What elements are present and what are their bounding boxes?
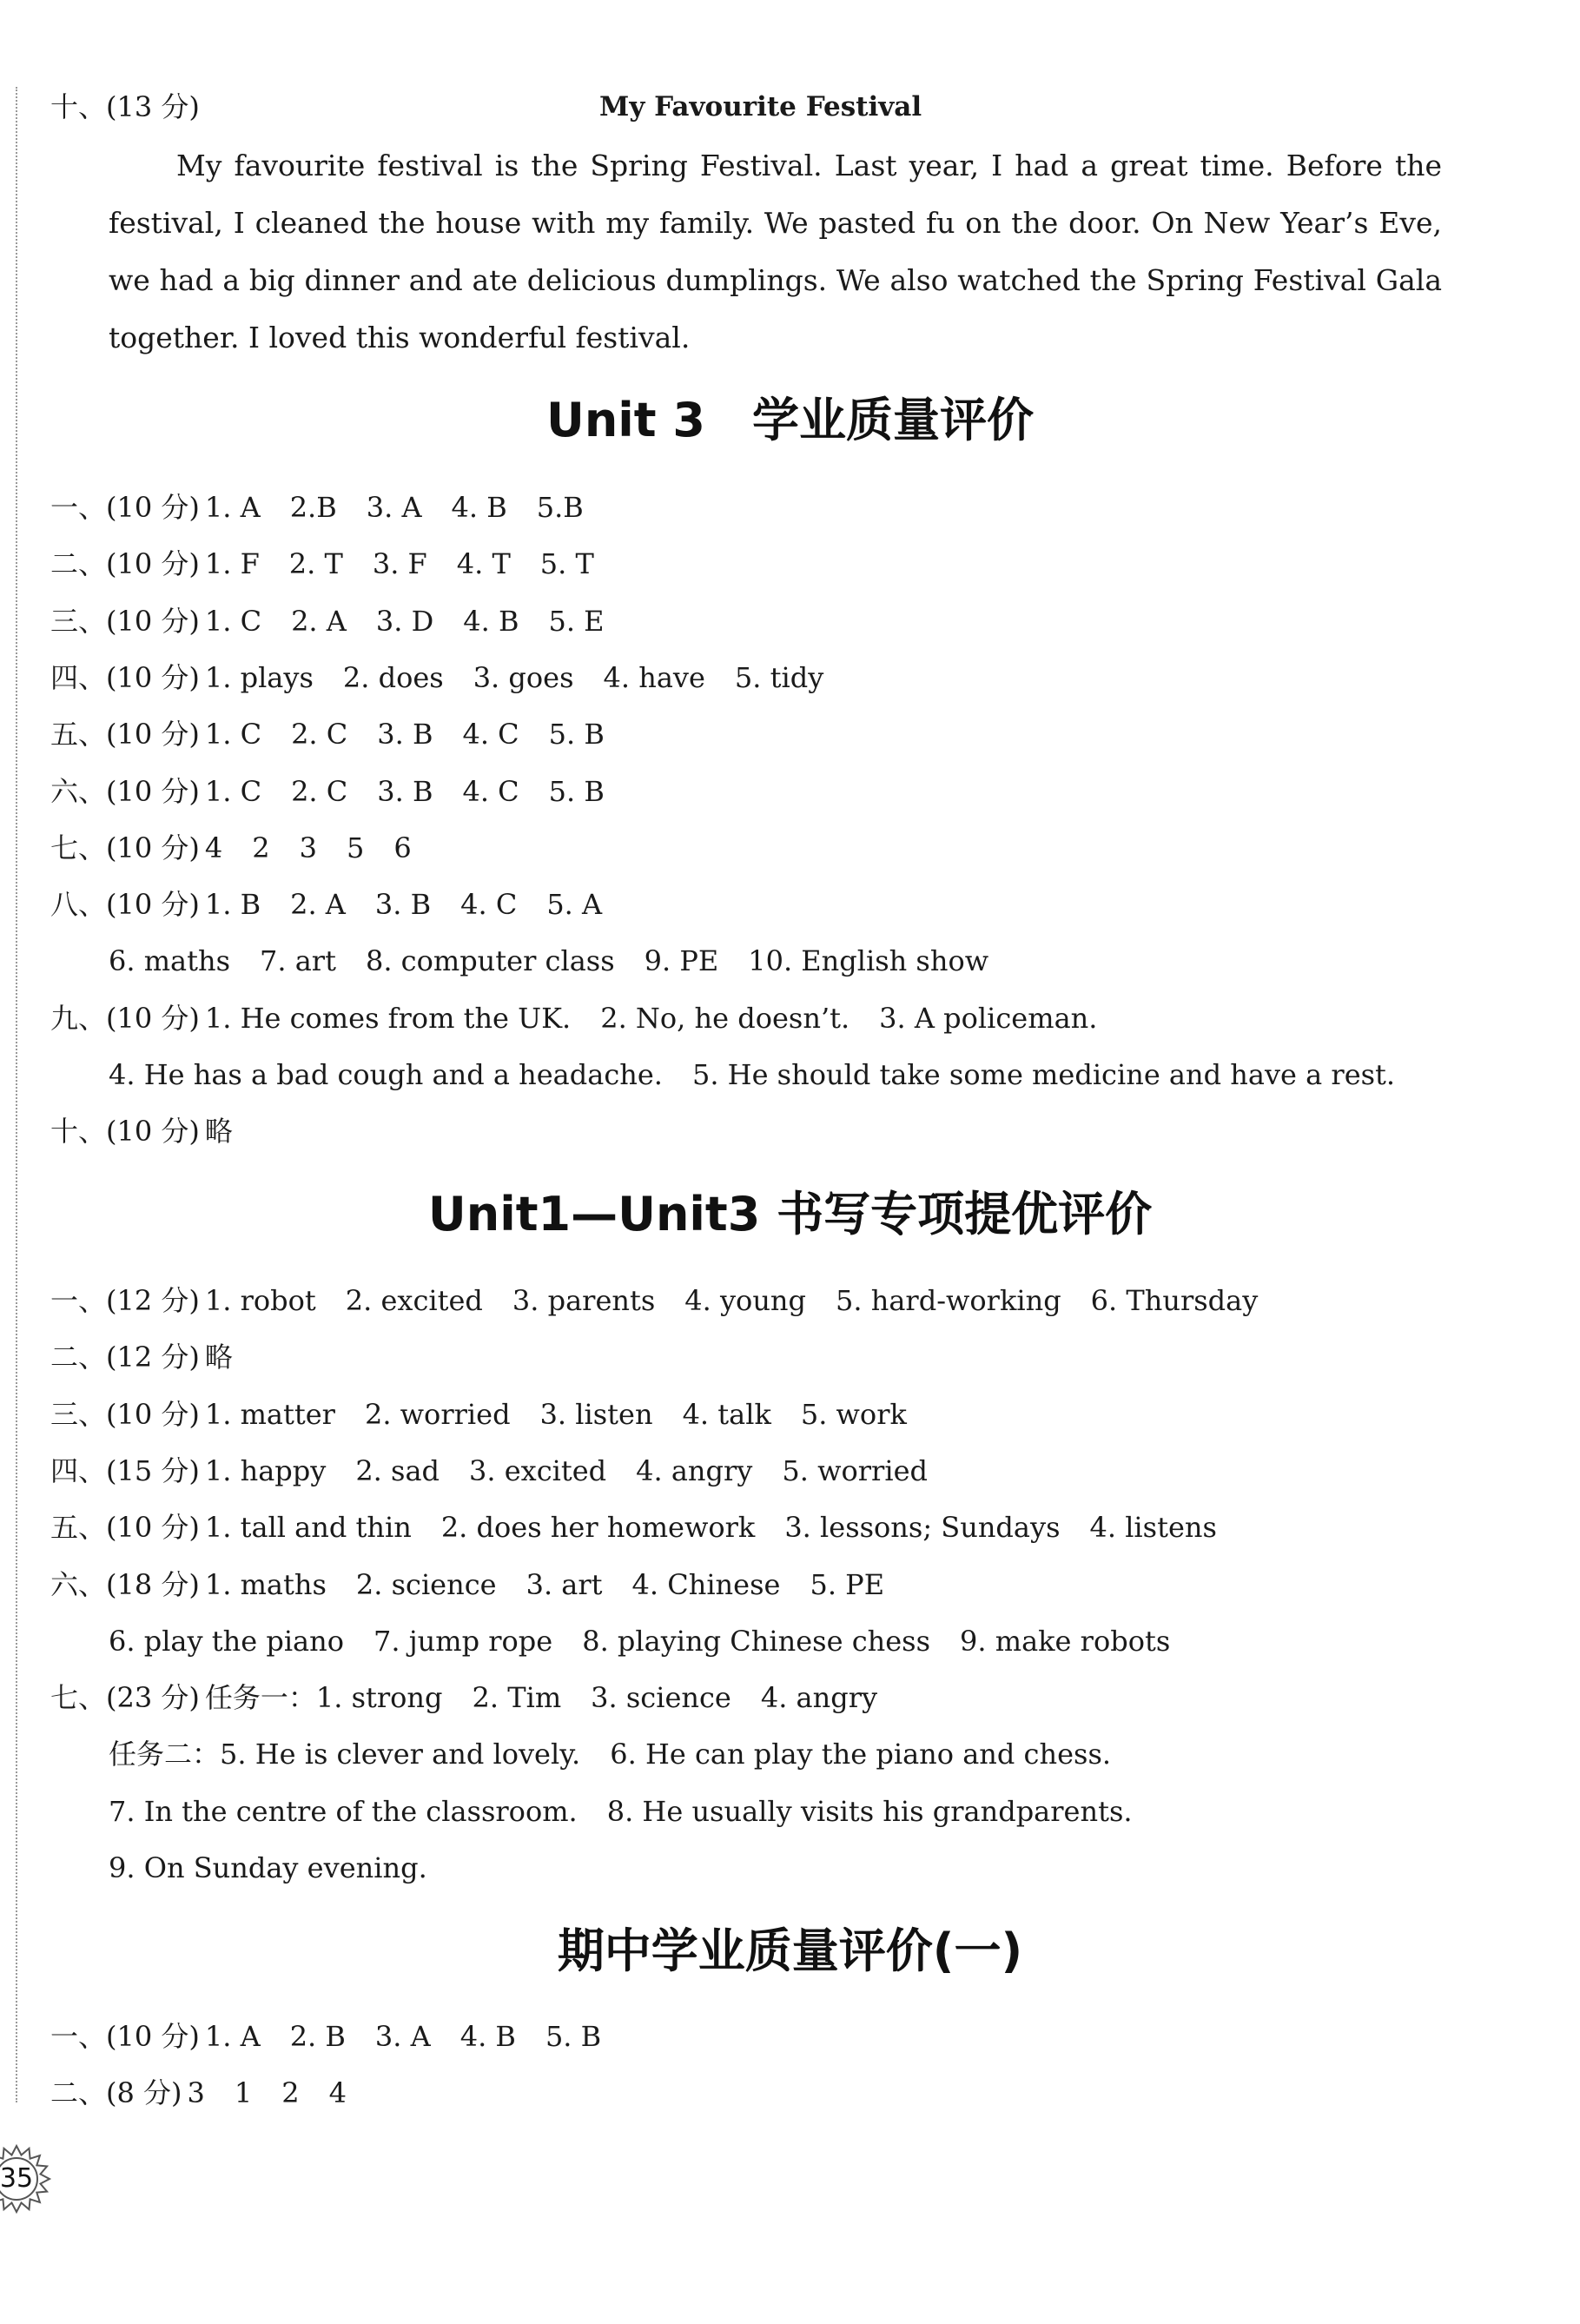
essay-text: My favourite festival is the Spring Festival. Last year, I had a great time. Before the festival, I cleaned the house with my family. We pasted fu on the door. On New Year’s Eve, we had a big dinner and ate delicious dumplings. We also watched the Spring Festival Gala together. I loved this wonderful festival. (109, 149, 1442, 354)
answer-item: 5. B (548, 774, 605, 808)
question-label: 一、(12 分) (50, 1284, 200, 1317)
answer-item: 3. science (591, 1681, 731, 1715)
answer-item: 2. science (355, 1567, 497, 1601)
section-10-label: 十、(13 分) (50, 90, 200, 123)
answer-row (50, 1567, 884, 1602)
answer-item: 2. sad (355, 1453, 440, 1487)
answer-item: 9. On Sunday evening. (109, 1851, 427, 1884)
answer-item: 4. B (459, 2020, 516, 2053)
answer-item: 6. play the piano (109, 1624, 344, 1658)
answer-item: 8. computer class (365, 944, 615, 978)
answer-row (50, 1340, 233, 1374)
answer-item: 2. C (291, 718, 348, 751)
answer-item: 7. In the centre of the classroom. (109, 1794, 578, 1828)
answer-row (50, 717, 605, 751)
answer-row (109, 1057, 1395, 1092)
answer-row (50, 1453, 928, 1488)
answer-item: 任务二：5. He is clever and lovely. (109, 1738, 581, 1771)
answer-item: 9. PE (644, 944, 719, 978)
essay-title: My Favourite Festival (599, 91, 922, 122)
question-label: 二、(12 分) (50, 1341, 200, 1374)
answer-item: 略 (204, 1115, 233, 1149)
answer-item: 2. No, he doesn’t. (600, 1001, 850, 1035)
answer-item: 5. worried (782, 1453, 928, 1487)
answer-item: 1. B (204, 888, 261, 922)
answer-row (109, 1794, 1133, 1829)
answer-item: 3. A (374, 2020, 431, 2053)
answer-item: 7. art (260, 944, 336, 978)
answer-item: 3. B (374, 888, 432, 922)
answer-item: 5. A (546, 888, 603, 922)
answer-row (50, 2076, 347, 2110)
answer-item: 5.B (536, 491, 584, 524)
answer-item: 1. plays (204, 660, 314, 694)
answer-item: 4. T (456, 547, 511, 581)
answer-row (109, 1737, 1111, 1771)
question-label: 五、(10 分) (50, 1511, 200, 1545)
answer-item: 4. angry (760, 1681, 878, 1715)
answer-item: 4. Chinese (631, 1567, 781, 1601)
question-label: 二、(8 分) (50, 2076, 182, 2110)
answer-row (50, 831, 412, 865)
answer-item: 5. E (548, 604, 605, 638)
answer-item: 1. robot (204, 1284, 316, 1317)
answer-item: 8. He usually visits his grandparents. (606, 1794, 1133, 1828)
answer-item: 1. matter (204, 1397, 335, 1431)
page-number: 35 (0, 2163, 34, 2194)
answer-item: 3 (299, 831, 317, 864)
answer-row (50, 1114, 233, 1149)
answer-item: 4. C (462, 718, 519, 751)
answer-item: 3. listen (539, 1397, 653, 1431)
answer-item: 3. B (377, 718, 433, 751)
answer-row (50, 1397, 907, 1432)
answer-item: 4. C (460, 888, 518, 922)
question-label: 三、(10 分) (50, 604, 200, 638)
answer-item: 2. does her homework (440, 1511, 756, 1545)
answer-row (109, 1624, 1170, 1659)
page-number-badge (0, 2144, 57, 2214)
answer-item: 4. angry (636, 1453, 753, 1487)
answer-item: 5. PE (810, 1567, 885, 1601)
question-label: 九、(10 分) (50, 1001, 200, 1035)
answer-item: 4. young (684, 1284, 807, 1317)
answer-row (50, 1510, 1217, 1545)
answer-item: 4. B (451, 491, 507, 524)
answer-row (50, 1283, 1258, 1318)
answer-item: 5. hard-working (836, 1284, 1061, 1317)
answer-item: 6. Thursday (1090, 1284, 1259, 1317)
answer-item: 2 (281, 2076, 300, 2110)
answer-row (109, 1851, 427, 1885)
answer-item: 2. does (342, 660, 444, 694)
question-label: 四、(10 分) (50, 660, 200, 694)
answer-item: 6. maths (109, 944, 231, 978)
answer-item: 3. excited (469, 1453, 607, 1487)
answer-item: 1. maths (204, 1567, 327, 1601)
answer-item: 2. A (291, 604, 347, 638)
answer-item: 4 (328, 2076, 347, 2110)
question-label: 三、(10 分) (50, 1397, 200, 1431)
answer-item: 2. B (289, 2020, 346, 2053)
answer-row (50, 1001, 1097, 1036)
answer-item: 1. happy (204, 1453, 327, 1487)
question-label: 八、(10 分) (50, 888, 200, 922)
answer-item: 4. talk (682, 1397, 771, 1431)
answer-item: 3. goes (473, 660, 574, 694)
answer-item: 10. English show (748, 944, 989, 978)
answer-item: 2 (252, 831, 270, 864)
midterm-heading: 期中学业质量评价(一) (557, 1923, 1023, 1978)
answer-item: 3 (187, 2076, 205, 2110)
answer-row (50, 887, 602, 922)
answer-item: 任务一：1. strong (204, 1681, 443, 1715)
question-label: 四、(15 分) (50, 1453, 200, 1487)
answer-row (50, 604, 605, 639)
answer-item: 1 (234, 2076, 253, 2110)
answer-row (50, 774, 605, 809)
answer-item: 5. tidy (734, 660, 824, 694)
answer-item: 2.B (289, 491, 337, 524)
question-label: 十、(10 分) (50, 1115, 200, 1149)
answer-item: 7. jump rope (374, 1624, 553, 1658)
answer-item: 3. art (526, 1567, 603, 1601)
answer-row (50, 1680, 877, 1715)
answer-item: 2. T (288, 547, 343, 581)
question-label: 二、(10 分) (50, 547, 200, 581)
answer-item: 6. He can play the piano and chess. (610, 1738, 1112, 1771)
answer-item: 2. worried (364, 1397, 511, 1431)
answer-row (50, 2019, 601, 2054)
answer-item: 3. B (377, 774, 433, 808)
answer-item: 8. playing Chinese chess (582, 1624, 931, 1658)
answer-item: 3. F (372, 547, 427, 581)
answer-item: 5. B (548, 718, 605, 751)
writing-heading: Unit1—Unit3 书写专项提优评价 (427, 1187, 1153, 1241)
answer-item: 1. C (204, 718, 262, 751)
answer-item: 5. work (800, 1397, 907, 1431)
answer-item: 3. A (366, 491, 422, 524)
question-label: 七、(10 分) (50, 831, 200, 864)
answer-item: 9. make robots (960, 1624, 1171, 1658)
question-label: 六、(10 分) (50, 774, 200, 808)
answer-row (50, 490, 584, 525)
answer-row (50, 546, 594, 581)
answer-item: 3. A policeman. (879, 1001, 1098, 1035)
answer-item: 2. C (291, 774, 348, 808)
answer-item: 3. D (375, 604, 434, 638)
answer-item: 6 (393, 831, 412, 864)
answer-item: 3. parents (512, 1284, 656, 1317)
question-label: 一、(10 分) (50, 491, 200, 524)
answer-item: 5 (346, 831, 365, 864)
answer-item: 4. listens (1089, 1511, 1217, 1545)
answer-item: 1. A (204, 491, 261, 524)
answer-item: 4 (204, 831, 223, 864)
answer-item: 4. have (603, 660, 705, 694)
answer-item: 1. C (204, 774, 262, 808)
answer-item: 2. A (290, 888, 346, 922)
answer-item: 2. Tim (472, 1681, 562, 1715)
answer-item: 4. He has a bad cough and a headache. (109, 1058, 663, 1091)
question-label: 六、(18 分) (50, 1567, 200, 1601)
answer-item: 4. B (463, 604, 519, 638)
unit3-heading: Unit 3 学业质量评价 (546, 393, 1034, 447)
answer-item: 1. A (204, 2020, 261, 2053)
question-label: 五、(10 分) (50, 718, 200, 751)
answer-row (109, 944, 988, 978)
answer-row (50, 660, 823, 695)
answer-item: 略 (204, 1341, 233, 1374)
answer-item: 5. He should take some medicine and have a rest. (691, 1058, 1396, 1091)
question-label: 一、(10 分) (50, 2020, 200, 2053)
answer-item: 1. He comes from the UK. (204, 1001, 572, 1035)
answer-item: 1. tall and thin (204, 1511, 412, 1545)
answer-item: 5. B (545, 2020, 602, 2053)
answer-item: 3. lessons; Sundays (784, 1511, 1061, 1545)
answer-item: 1. C (204, 604, 262, 638)
answer-item: 2. excited (345, 1284, 483, 1317)
answer-item: 1. F (204, 547, 260, 581)
answer-item: 4. C (462, 774, 519, 808)
question-label: 七、(23 分) (50, 1681, 200, 1715)
margin-dotted-line (16, 87, 17, 2102)
answer-item: 5. T (539, 547, 594, 581)
